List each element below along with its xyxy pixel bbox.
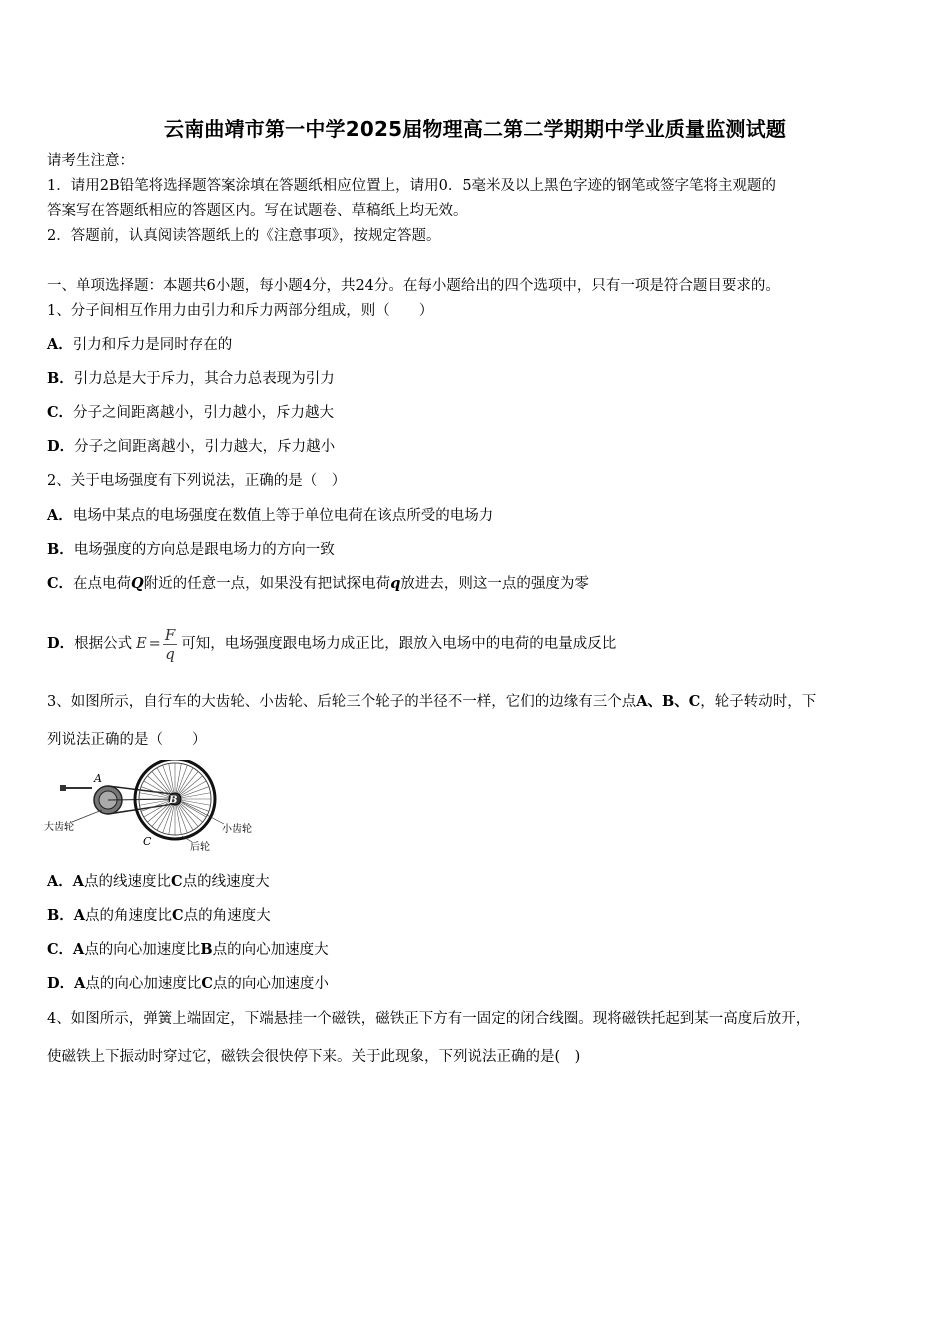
option-label: B． xyxy=(47,370,74,387)
point-name: C xyxy=(171,873,183,890)
option-label: C． xyxy=(47,941,74,958)
point-name: A xyxy=(72,873,85,890)
question-2-stem: 2、关于电场强度有下列说法，正确的是（ ） xyxy=(47,473,347,489)
option-label: B． xyxy=(47,907,74,924)
option-label: A． xyxy=(47,507,73,524)
stem-text: ，轮子转动时，下 xyxy=(700,694,817,710)
question-3-option-c xyxy=(47,940,329,960)
question-1-stem: 1、分子间相互作用力由引力和斥力两部分组成，则（ ） xyxy=(47,303,434,319)
small-gear-label: 小齿轮 xyxy=(222,824,252,835)
question-2-option-b xyxy=(47,540,335,560)
question-1-option-a xyxy=(47,335,232,355)
formula-fraction xyxy=(163,626,177,663)
formula-E: E xyxy=(136,636,147,652)
option-text: 引力总是大于斥力，其合力总表现为引力 xyxy=(73,371,335,387)
rear-wheel-label: 后轮 xyxy=(190,842,210,853)
question-3-stem xyxy=(47,692,816,712)
option-label: A． xyxy=(47,336,73,353)
question-2-option-d xyxy=(47,622,616,666)
electric-field-formula xyxy=(136,622,177,666)
question-3-stem-cont: 列说法正确的是（ ） xyxy=(47,732,207,748)
stem-text: 3、如图所示，自行车的大齿轮、小齿轮、后轮三个轮子的半径不一样，它们的边缘有三个点 xyxy=(47,694,637,710)
option-label: D． xyxy=(47,438,75,455)
option-text: 根据公式 xyxy=(74,636,133,652)
option-text: 分子之间距离越小，引力越大，斥力越小 xyxy=(74,439,336,455)
section-heading: 一、单项选择题：本题共6小题，每小题4分，共24分。在每小题给出的四个选项中，只有一项是符合题目要求的。 xyxy=(47,278,780,294)
bicycle-gear-figure xyxy=(42,760,267,856)
option-text: 点的角速度大 xyxy=(183,908,271,924)
option-text: 放进去，则这一点的强度为零 xyxy=(400,576,589,592)
big-gear-leader xyxy=(72,810,102,822)
stem-points: A、B、C xyxy=(636,693,701,710)
option-text: 在点电荷 xyxy=(73,576,132,592)
question-4-stem-cont: 使磁铁上下振动时穿过它，磁铁会很快停下来。关于此现象，下列说法正确的是( ) xyxy=(47,1049,581,1065)
small-gear-leader xyxy=(182,802,224,824)
option-text: 引力和斥力是同时存在的 xyxy=(72,337,233,353)
option-text: 电场中某点的电场强度在数值上等于单位电荷在该点所受的电场力 xyxy=(72,508,494,524)
option-label: B． xyxy=(47,541,74,558)
pedal xyxy=(60,785,66,791)
point-name: C xyxy=(172,907,184,924)
question-2-option-c xyxy=(47,574,589,594)
point-name: B xyxy=(200,941,213,958)
point-B-label: B xyxy=(169,795,178,806)
option-text: 点的向心加速度比 xyxy=(84,942,201,958)
option-text: 附近的任意一点，如果没有把试探电荷 xyxy=(143,576,391,592)
formula-equals: = xyxy=(148,636,161,652)
option-text: 点的线速度大 xyxy=(182,874,270,890)
question-3-option-b xyxy=(47,906,271,926)
option-text: 点的向心加速度比 xyxy=(85,976,202,992)
big-gear-label: 大齿轮 xyxy=(44,822,74,833)
charge-Q: Q xyxy=(131,575,144,592)
exam-title: 云南曲靖市第一中学2025届物理高二第二学期期中学业质量监测试题 xyxy=(163,117,787,141)
question-4-stem: 4、如图所示，弹簧上端固定，下端悬挂一个磁铁，磁铁正下方有一固定的闭合线圈。现将磁铁托起到某一高度后放开， xyxy=(47,1011,811,1027)
formula-numerator: F xyxy=(164,625,176,644)
question-1-option-c xyxy=(47,403,334,423)
point-name: C xyxy=(201,975,213,992)
option-label: D． xyxy=(47,975,75,992)
question-1-option-d xyxy=(47,437,335,457)
notice-heading: 请考生注意： xyxy=(47,153,134,169)
option-text: 点的线速度比 xyxy=(84,874,172,890)
question-2-option-a xyxy=(47,506,493,526)
option-label: C． xyxy=(47,575,74,592)
point-name: A xyxy=(73,941,85,958)
question-3-option-a xyxy=(47,872,270,892)
charge-q: q xyxy=(390,575,401,592)
formula-denominator: q xyxy=(165,644,175,663)
option-label: A． xyxy=(47,873,73,890)
point-name: A xyxy=(74,975,86,992)
option-text: 点的向心加速度大 xyxy=(212,942,329,958)
notice-item-1: 1．请用2B铅笔将选择题答案涂填在答题纸相应位置上，请用0．5毫米及以上黑色字迹的钢笔或签字笔将主观题的 xyxy=(47,178,777,194)
question-1-option-b xyxy=(47,369,335,389)
option-text: 点的角速度比 xyxy=(85,908,173,924)
notice-item-2: 2．答题前，认真阅读答题纸上的《注意事项》，按规定答题。 xyxy=(47,228,441,244)
option-text: 点的向心加速度小 xyxy=(212,976,329,992)
option-text: 可知，电场强度跟电场力成正比，跟放入电场中的电荷的电量成反比 xyxy=(181,636,617,652)
option-label: C． xyxy=(47,404,74,421)
option-text: 分子之间距离越小，引力越小，斥力越大 xyxy=(73,405,335,421)
point-C-label: C xyxy=(143,835,152,848)
option-text: 电场强度的方向总是跟电场力的方向一致 xyxy=(73,542,335,558)
option-label: D． xyxy=(47,635,75,652)
notice-item-1-cont: 答案写在答题纸相应的答题区内。写在试题卷、草稿纸上均无效。 xyxy=(47,203,468,219)
point-name: A xyxy=(73,907,86,924)
question-3-option-d xyxy=(47,974,329,994)
point-A-label: A xyxy=(94,772,102,785)
